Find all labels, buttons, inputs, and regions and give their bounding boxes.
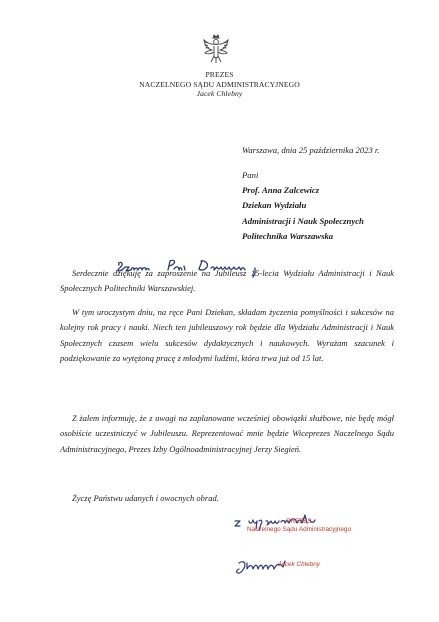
body-paragraph: W tym uroczystym dniu, na ręce Pani Dziekan, składam życzenia pomyślności i sukcesów na kolejny rok pracy i nauki. Niech ten jubileuszowy rok będzie dla Wydziału Administracji i Nauk Społecznych czasem wielu sukcesów dydaktycznych i naukowych. Wyrażam szacunek i podziękowanie za wytężoną pracę z młodymi ludźmi, która trwa już od 15 lat.	[60, 307, 394, 364]
recipient-line: Administracji i Nauk Społecznych	[242, 215, 364, 226]
official-stamp	[238, 518, 360, 569]
letterhead-title: PREZES	[205, 70, 234, 79]
body-paragraph: Z żalem informuję, że z uwagi na zaplanowane wcześniej obowiązki służbowe, nie będę mógł osobiście uczestniczyć w Jubileuszu. Reprezentować mnie będzie Wiceprezes Naczelnego Sądu Administracyjnego, Prezes Izby Ogólnoadministracyjnej Jerzy Siegień.	[60, 413, 394, 454]
closing-line: Życzę Państwu udanych i owocnych obrad.	[72, 493, 219, 503]
eagle-emblem-icon	[203, 34, 229, 64]
letterhead-name: Jacek Chlebny	[196, 89, 243, 98]
letter-body	[60, 266, 394, 297]
stamp-title: PREZES	[286, 518, 312, 525]
date-line: Warszawa, dnia 25 października 2023 r.	[242, 145, 380, 155]
letter-body	[60, 305, 394, 367]
stamp-institution: Naczelnego Sądu Administracyjnego	[246, 526, 352, 534]
letterhead-institution: NACZELNEGO SĄDU ADMINISTRACYJNEGO	[139, 79, 300, 89]
recipient-line: Politechnika Warszawska	[242, 230, 334, 241]
recipient-line: Prof. Anna Zalcewicz	[242, 185, 320, 196]
stamp-name: Jacek Chlebny	[278, 560, 320, 568]
recipient-line: Pani	[242, 170, 259, 180]
recipient-line: Dziekan Wydziału	[242, 200, 307, 211]
letterhead	[0, 70, 439, 99]
letter-body	[60, 411, 394, 457]
body-paragraph: Serdecznie dziękuję za zaproszenie na Jubileusz 15-lecia Wydziału Administracji i Nauk Społecznych Politechniki Warszawskiej.	[60, 268, 394, 294]
recipient-address	[242, 168, 364, 244]
